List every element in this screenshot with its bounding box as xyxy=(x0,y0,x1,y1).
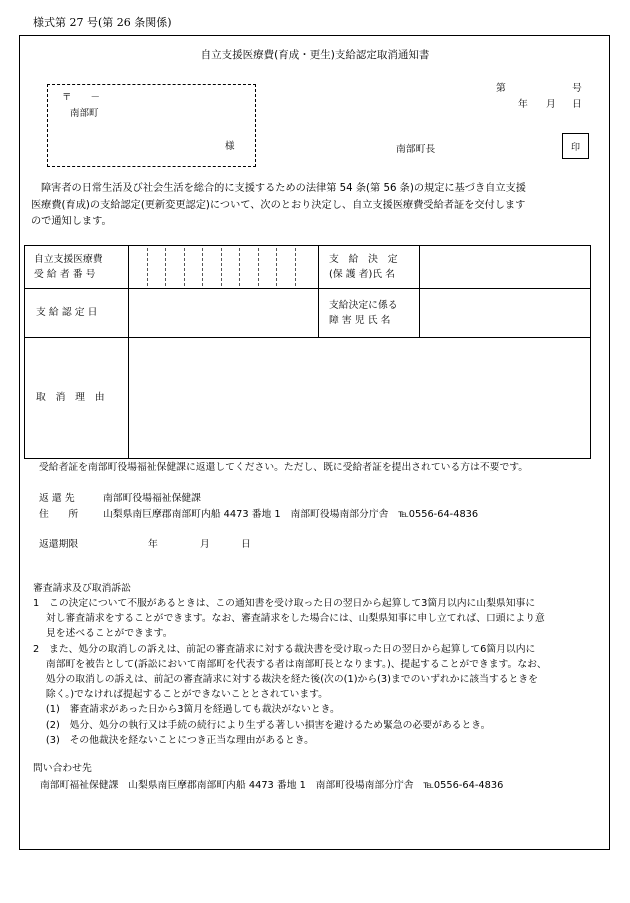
postal-mark: 〒 － xyxy=(62,92,101,103)
label-line: 自立支援医療費 xyxy=(34,254,103,265)
doc-no-suffix: 号 xyxy=(572,83,582,94)
appeal-line: 処分の取消しの訴えは、前記の審査請求に対する裁決を経た後(次の(1)から(3)までのいずれかに該当するときを xyxy=(33,674,538,686)
table-col-divider xyxy=(128,246,129,458)
appeal-heading: 審査請求及び取消訴訟 xyxy=(33,583,131,594)
honorific: 様 xyxy=(225,141,235,152)
form-number: 様式第 27 号(第 26 条関係) xyxy=(33,16,172,29)
digit-separator xyxy=(239,248,240,286)
doc-no-prefix: 第 xyxy=(496,83,506,94)
digit-separator xyxy=(258,248,259,286)
intro-line: 障害者の日常生活及び社会生活を総合的に支援するための法律第 54 条(第 56 条)の規定に基づき自立支援 xyxy=(41,183,526,194)
return-to-value: 南部町役場福祉保健課 xyxy=(103,493,201,504)
date-day: 日 xyxy=(572,99,582,110)
cert-date-label: 支 給 認 定 日 xyxy=(36,307,98,318)
deadline-day: 日 xyxy=(241,539,251,550)
issuer-name: 南部町長 xyxy=(396,144,436,155)
appeal-text xyxy=(33,596,608,748)
appeal-line: 対し審査請求をすることができます。なお、審査請求をした場合には、山梨県知事に申し立てれば、口頭により意 xyxy=(33,613,545,625)
info-table xyxy=(24,245,591,459)
digit-separator xyxy=(276,248,277,286)
deadline-year: 年 xyxy=(148,539,158,550)
label-line: 支 給 決 定 xyxy=(329,254,398,265)
digit-separator xyxy=(147,248,148,286)
address-value: 山梨県南巨摩郡南部町内船 4473 番地 1 南部町役場南部分庁舎 ℡0556-64-4836 xyxy=(103,509,479,520)
intro-line: 医療費(育成)の支給認定(更新変更認定)について、次のとおり決定し、自立支援医療費受給者証を交付します xyxy=(31,199,526,211)
date-month: 月 xyxy=(546,99,556,110)
label-line: 支給決定に係る xyxy=(329,300,398,311)
appeal-line: 1 この決定について不服があるときは、この通知書を受け取った日の翌日から起算して3箇月以内に山梨県知事に xyxy=(33,598,536,609)
appeal-line: 除く。)でなければ提起することができないこととされています。 xyxy=(33,689,328,701)
digit-separator xyxy=(202,248,203,286)
seal-stamp: 印 xyxy=(562,133,589,159)
appeal-line: 南部町を被告として(訴訟において南部町を代表する者は南部町長となります。)、提起することができます。なお、 xyxy=(33,658,547,670)
label-line: (保 護 者)氏 名 xyxy=(329,269,395,280)
table-col-divider xyxy=(419,246,420,337)
table-row-divider xyxy=(25,337,590,338)
appeal-line: (1) 審査請求があった日から3箇月を経過しても裁決がないとき。 xyxy=(33,704,340,716)
contact-value: 南部町福祉保健課 山梨県南巨摩郡南部町内船 4473 番地 1 南部町役場南部分庁舎 ℡0556-64-4836 xyxy=(40,780,504,791)
intro-paragraph xyxy=(31,181,601,231)
digit-separator xyxy=(295,248,296,286)
contact-heading: 問い合わせ先 xyxy=(33,763,92,774)
return-deadline-label: 返還期限 xyxy=(39,539,79,550)
reason-label: 取 消 理 由 xyxy=(36,392,105,403)
date-year: 年 xyxy=(518,99,528,110)
table-row-divider xyxy=(25,288,590,289)
appeal-line: (2) 処分、処分の執行又は手続の続行により生ずる著しい損害を避けるため緊急の必要があるとき。 xyxy=(33,719,491,731)
return-to-label: 返 還 先 xyxy=(39,493,75,504)
address-town: 南部町 xyxy=(70,108,99,119)
child-name-label xyxy=(329,298,398,328)
label-line: 障 害 児 氏 名 xyxy=(329,315,391,326)
appeal-line: (3) その他裁決を経ないことにつき正当な理由があるとき。 xyxy=(33,734,314,746)
intro-line: ので通知します。 xyxy=(31,216,112,227)
digit-separator xyxy=(184,248,185,286)
digit-separator xyxy=(221,248,222,286)
label-line: 受 給 者 番 号 xyxy=(34,269,96,280)
table-col-divider xyxy=(318,246,319,337)
address-label: 住 所 xyxy=(39,509,79,520)
appeal-line: 見を述べることができます。 xyxy=(33,628,173,640)
recipient-no-label xyxy=(34,252,103,282)
appeal-line: 2 また、処分の取消しの訴えは、前記の審査請求に対する裁決書を受け取った日の翌日から起算して6箇月以内に xyxy=(33,643,536,655)
decision-name-label xyxy=(329,252,398,282)
return-notice: 受給者証を南部町役場福祉保健課に返還してください。ただし、既に受給者証を提出されている方は不要です。 xyxy=(39,462,529,473)
deadline-month: 月 xyxy=(200,539,210,550)
digit-separator xyxy=(165,248,166,286)
document-title: 自立支援医療費(育成・更生)支給認定取消通知書 xyxy=(200,49,430,61)
